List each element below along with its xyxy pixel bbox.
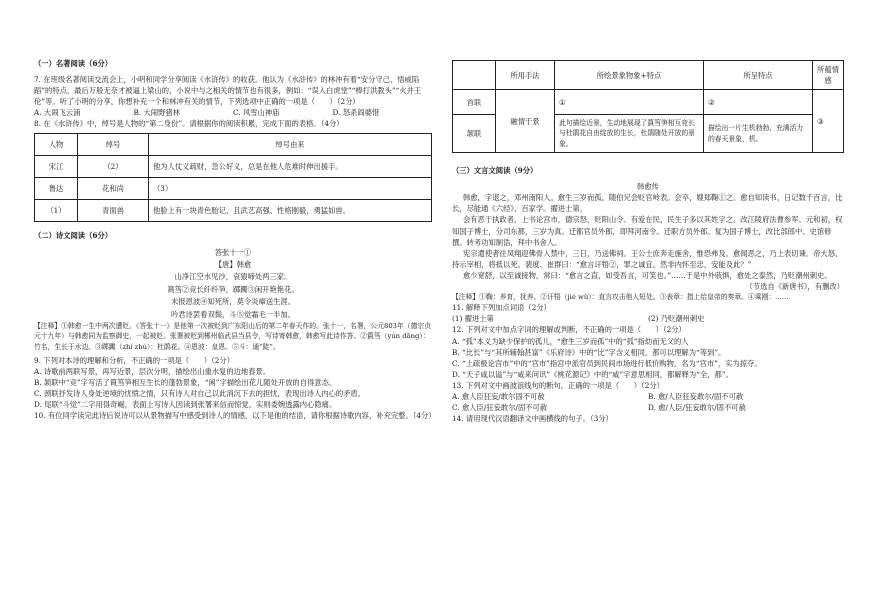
q12-option-b: B. “比长”与“其所辅翰甚富”《乐府诗》中的“比”字含义相同，都可以理解为“等到”。 bbox=[452, 347, 726, 357]
poem-line: 未报恩波④知死所，莫令炎瘴送生涯。 bbox=[170, 297, 296, 307]
question-11-items bbox=[452, 313, 844, 324]
q12-option-c: C. “上疏极论宫市”中的“宫市”指宫中派官员到民间市场进行低价购物，名为“宫市”，实为掠夺。 bbox=[452, 358, 762, 368]
q13-option-d: D. 愈/人臣/狂妄敢尔/固不可赦 bbox=[648, 403, 746, 413]
question-8: 8. 在《水浒传》中，绰号是人物的“第二身份”。请根据你的阅读积累，完成下面的表格。（4分） bbox=[34, 119, 344, 129]
question-13: 13. 下列对文中画波浪线句的断句，正确的一项是（ ）（2分） bbox=[452, 380, 664, 390]
question-13-options-row2 bbox=[452, 402, 844, 413]
q12-option-d: D. “天子咸以谥”与“咸来问讯”《桃花源记》中的“咸”字意思相同，都解释为“全，都”。 bbox=[452, 369, 733, 379]
table-row bbox=[35, 156, 432, 178]
table-cell: 花和尚 bbox=[78, 178, 149, 200]
question-13-options-row1 bbox=[452, 391, 844, 402]
passage-paragraph: 韩愈，字退之，邓州南阳人。愈生三岁而孤，随伯兄会贬官岭表。会卒，嫂郑鞠①之。愈自知读书，日记数千百言，比长，尽能通《六经》、百家学。擢进士第。 bbox=[452, 193, 843, 214]
poem-line: 吟君诗罢看双鬓，斗⑤觉霜毛一半加。 bbox=[170, 309, 296, 319]
table-cell: 他为人仗义疏财，急公好义，总是在他人危难时伸出援手。 bbox=[149, 156, 432, 178]
table-row-label: 首联 bbox=[453, 90, 496, 115]
question-14: 14. 请用现代汉语翻译文中画横线的句子。（3分） bbox=[452, 414, 613, 424]
table-cell-answer[interactable]: （3） bbox=[149, 178, 432, 200]
question-7: 7. 在班级名著阅读交流会上，小明和同学分享阅读《水浒传》的收获。他认为《水浒传》的林冲有着“安分守己、悟威陷蹈”的特点，最后万般无奈才被逼上梁山的，小说中与之相关的情节也有很多，例如：“误入白虎堂”“棒打洪教头”“火并王伦”等。听了小明的分享，你想补充一个和林冲有关的情节，下列选项中正确的一项是（ ）（2分） bbox=[34, 75, 422, 107]
table-cell: 融情于景 bbox=[496, 90, 555, 153]
poem-notes: 【注释】①韩愈一生中两次遭贬。《答张十一》是他第一次被贬到广东阳山后的第二年春天作的。张十一，名署，公元803年（德宗贞元十九年）与韩愈同为监察御史，一起被贬。张署被贬到郴州临武县当县令，写诗寄韩愈，韩愈写此诗作答。②篔筜（yún dāng）：竹名，生长于水边。③踯躅（zhí zhú）：杜鹃花。④恩波：皇恩。⑤斗：通“陡”。 bbox=[34, 321, 431, 351]
left-column bbox=[34, 56, 436, 421]
q12-option-a: A. “孤”本义为缺少保护的孤儿，“愈生三岁而孤”中的“孤”指幼而无父的人 bbox=[452, 336, 689, 346]
poem-title: 答张十一① bbox=[214, 247, 252, 257]
table-header bbox=[453, 61, 496, 90]
passage-notes: 【注释】①鞠：养育，抚养。②讦牾（jié wǔ）：直言攻击他人短处。③表章：指上给皇帝的奏章。④乘刚：…… bbox=[452, 293, 789, 301]
q7-option-d: D. 怒杀阎婆惜 bbox=[332, 108, 380, 118]
section-title-classics: （一）名著阅读（6分） bbox=[34, 59, 113, 68]
table-row-label: 颔联 bbox=[453, 115, 496, 153]
question-7-options bbox=[34, 107, 432, 118]
q13-option-c: C. 愈人臣/狂妄敢尔/固不可赦 bbox=[452, 403, 548, 413]
table-cell-answer[interactable]: ③ bbox=[813, 90, 844, 153]
table-row bbox=[35, 178, 432, 200]
q9-option-b: B. 颔联中“竞”字写活了篔筜笋相互生长的蓬勃景象，“闲”字描绘出花儿随处开放的自得意态。 bbox=[34, 378, 337, 388]
poem-line: 山净江空水见沙，哀猿啼处两三家。 bbox=[174, 272, 292, 282]
passage-paragraph: 宪宗遣使者往凤翔迎佛骨入禁中，三日，乃送佛祠。王公士庶奔走施舍，惟恐弗及。愈闻恶之，乃上表切谏。帝大怒，持示宰相，将抵以死。裴度、崔群曰：“愈言讦牾②，罪之诚宜。然非内怀至忠，安能及此？” bbox=[452, 248, 843, 269]
q9-option-c: C. 颈联抒发诗人身处逆境的忧愤之情，只有诗人对自己以此消沉下去的担忧，表现出诗人内心的矛盾。 bbox=[34, 389, 366, 399]
passage-title: 韩愈传 bbox=[637, 182, 659, 192]
question-11: 11. 解释下列加点词语（2分） bbox=[452, 303, 551, 313]
nickname-table bbox=[34, 133, 432, 222]
question-9: 9. 下列对本诗的理解和分析，不正确的一项是（ ）（2分） bbox=[34, 355, 234, 365]
table-header: 所蕴情感 bbox=[813, 61, 844, 90]
poem bbox=[34, 247, 432, 321]
table-cell: 鲁达 bbox=[35, 178, 78, 200]
q7-option-a: A. 大闹飞云浦 bbox=[34, 108, 81, 118]
q11-item: (2) 乃贬潮州刺史 bbox=[648, 314, 705, 324]
q7-option-b: B. 大闹野猪林 bbox=[133, 108, 180, 118]
q9-option-a: A. 诗歌前两联写景，再写近景，层次分明，描绘出山重水复的边地春景。 bbox=[34, 366, 271, 376]
table-cell: 宋江 bbox=[35, 156, 78, 178]
table-cell: 此句描绘近景，生动地展现了篔筜笋相互竞长与杜鹃花自由绽放的生长，杜鹃随处开放的景象。 bbox=[555, 115, 704, 153]
poem-line: 篔筜②竞长纤纤笋，踯躅③闲开艳艳花。 bbox=[167, 284, 299, 294]
section-title-classical: （三）文言文阅读（9分） bbox=[452, 166, 538, 176]
section-title-poetry: （二）诗文阅读（6分） bbox=[34, 231, 113, 241]
table-header: 所用手法 bbox=[496, 61, 555, 90]
table-cell-answer[interactable]: ① bbox=[555, 90, 704, 115]
table-header: 人物 bbox=[35, 134, 78, 156]
q11-item: (1) 擢进士第 bbox=[452, 314, 494, 324]
table-header: 所绘景象物象+特点 bbox=[555, 61, 704, 90]
poem-author: 【唐】韩愈 bbox=[214, 259, 252, 269]
table-cell-answer[interactable]: ② bbox=[704, 90, 813, 115]
passage-paragraph: 愈少宽舒，以至诚接物，常曰：“愈言之直，如受吾言，可笑也。”……于是中外骇惧，愈处之泰然，乃贬潮州刺史。 bbox=[462, 270, 832, 280]
table-header-row bbox=[35, 134, 432, 156]
table-cell: 他脸上有一块青色胎记，且武艺高强、性格刚毅，勇猛如兽。 bbox=[149, 200, 432, 222]
right-column bbox=[452, 60, 844, 424]
table-row bbox=[453, 90, 844, 115]
table-header: 绰号由来 bbox=[149, 134, 432, 156]
table-cell-answer[interactable]: （1） bbox=[35, 200, 78, 222]
poem-analysis-table bbox=[452, 60, 844, 153]
table-cell: 描绘出一片生机勃勃、充满活力的春天景象，机。 bbox=[704, 115, 813, 153]
q7-option-c: C. 风雪山神庙 bbox=[233, 108, 280, 118]
table-header: 所呈特点 bbox=[704, 61, 813, 90]
q13-option-b: B. 愈/人臣狂妄敢尔/固不可赦 bbox=[648, 391, 744, 401]
q9-option-d: D. 尾联“斗觉”二字用得奇崛，表面上写诗人因读到张署来信而惊觉，实则委婉透露内心隐痛。 bbox=[34, 400, 337, 410]
table-header: 绰号 bbox=[78, 134, 149, 156]
table-cell-answer[interactable]: （2） bbox=[78, 156, 149, 178]
question-12: 12. 下列对文中加点字词的理解或判断，不正确的一项是（ ）（2分） bbox=[452, 325, 686, 335]
table-header-row bbox=[453, 61, 844, 90]
passage-source: （节选自《新唐书》，有删改） bbox=[745, 281, 844, 291]
table-cell: 青面兽 bbox=[78, 200, 149, 222]
q13-option-a: A. 愈人臣狂妄/敢尔固不可赦 bbox=[452, 391, 545, 401]
question-10: 10. 有位同学读完此诗后说诗可以从景物描写中感受到诗人的情感，以下是他的结语，请你根据诗歌内容，补充完整。（4分） bbox=[34, 411, 436, 421]
passage-paragraph: 会有恶于执政者，上书论宫市，德宗怒，贬阳山令。有爱在民，民生子多以其姓字之。改江陵府法曹参军。元和初，权知国子博士，分司东都，三岁为真。迁都官员外郎，即拜河南令。迁职方员外郎。复为国子博士，改比部郎中、史馆修撰。转考功知制诰，拜中书舍人。 bbox=[452, 215, 843, 247]
table-row bbox=[35, 200, 432, 222]
